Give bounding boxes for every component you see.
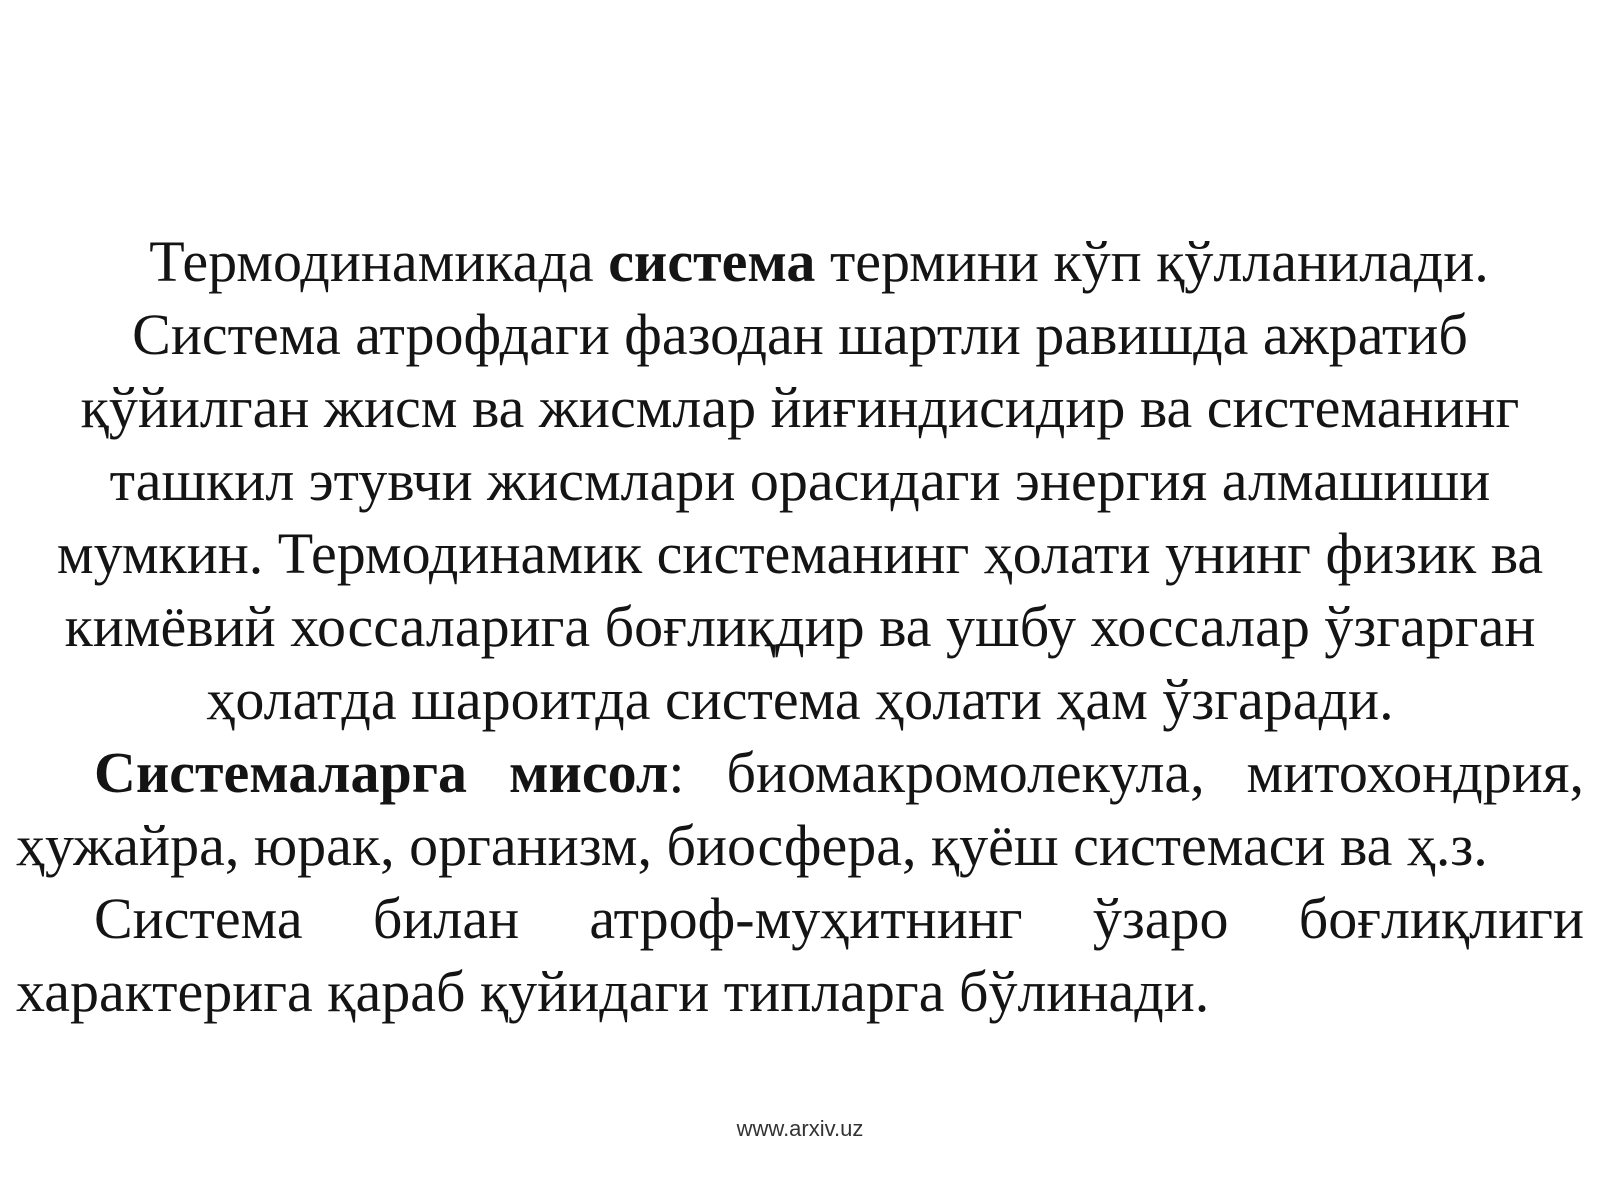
paragraph-3-text: Система билан атроф-муҳитнинг ўзаро боғлиқлиги характерига қараб қуйидаги типларга бўлинади. — [16, 886, 1584, 1024]
paragraph-system-examples — [16, 736, 1584, 882]
paragraph-1-text-rest: термини кўп қўлланилади. Система атрофдаги фазодан шартли равишда ажратиб қўйилган жисм ва жисмлар йиғиндисидир ва системанинг ташкил этувчи жисмлари орасидаги энергия алмашиши мумкин. Термодинамик системанинг ҳолати унинг физик ва кимёвий хоссаларига боғлиқдир ва ушбу хоссалар ўзгарган ҳолатда шароитда система ҳолати ҳам ўзгаради. — [56, 229, 1544, 732]
paragraph-1-text-start: Термодинамикада — [149, 229, 609, 294]
footer-watermark-url: www.arxiv.uz — [736, 1116, 864, 1141]
term-system-bold: система — [608, 229, 816, 294]
paragraph-system-types-intro — [16, 882, 1584, 1028]
paragraph-system-definition — [16, 225, 1584, 736]
body-text — [16, 225, 1584, 1028]
examples-heading-bold: Системаларга мисол — [94, 740, 669, 805]
examples-list-text: : биомакромолекула, митохондрия, ҳужайра, юрак, организм, биосфера, қуёш системаси ва ҳ.з. — [16, 740, 1584, 878]
